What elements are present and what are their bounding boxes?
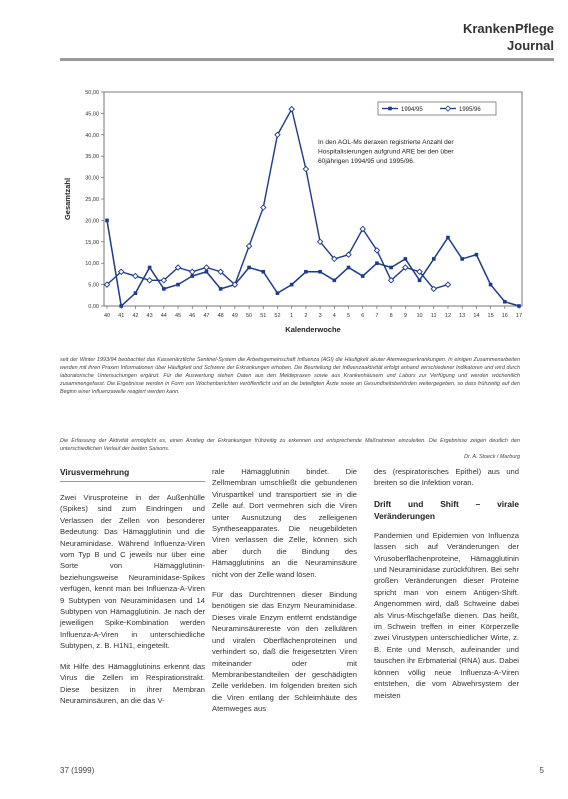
x-tick-label: 51 (260, 313, 267, 319)
x-tick-label: 7 (375, 313, 379, 319)
x-tick-label: 14 (473, 313, 480, 319)
journal-title: KrankenPflege (462, 21, 554, 36)
data-point (503, 300, 507, 304)
y-tick-label: 35,00 (85, 154, 99, 161)
series-line-1994-95 (107, 220, 519, 306)
x-tick-label: 46 (189, 313, 196, 319)
data-point (162, 287, 166, 291)
chart-annotation-line: 60jährigen 1994/95 und 1995/96. (318, 158, 415, 165)
y-tick-label: 20,00 (85, 218, 99, 225)
y-tick-label: 45,00 (85, 111, 99, 118)
chart-annotation-line: In den AOL-Ms deraxen registrierte Anzahl der (318, 139, 454, 146)
x-tick-label: 47 (203, 313, 210, 319)
data-point (119, 304, 123, 308)
data-point (147, 278, 152, 283)
y-tick-label: 40,00 (85, 132, 99, 139)
data-point (246, 243, 251, 248)
y-tick-label: 5,00 (88, 282, 99, 289)
legend-label: 1995/96 (459, 107, 481, 113)
x-tick-label: 48 (217, 313, 224, 319)
y-tick-label: 0,00 (88, 304, 99, 310)
data-point (275, 132, 280, 137)
chart-svg (60, 82, 530, 354)
body-paragraph: Für das Durchtrennen dieser Bindung benötigen sie das Enzym Neuraminidase. Dieses virale Enzym entfernt endständige Neuraminsäurereste von den zellulären und viralen Oberflächenproteinen und verhindert so, daß die freigesetzten Viren miteinander oder mit Membranbestandteilen der geschädigten Zelle verkleben. Im folgenden breiten sich die Viren entlang der Schleimhäute des Atemweges aus (212, 590, 357, 714)
data-point (276, 291, 280, 295)
data-point (133, 273, 138, 278)
section-heading-drift-shift: Drift und Shift – virale Veränderungen (374, 498, 519, 521)
body-paragraph: Mit Hilfe des Hämagglutinins erkennt das Virus die Zellen im Respirationstrakt. Diese besitzen in ihrer Membran Neuraminsäuren, an die das V- (60, 661, 205, 705)
data-point (204, 265, 209, 270)
x-tick-label: 17 (515, 313, 523, 319)
data-point (105, 219, 109, 223)
data-point (432, 257, 436, 261)
article-column-3 (374, 466, 519, 710)
x-tick-label: 49 (231, 313, 238, 319)
data-point (361, 274, 365, 278)
article-column-1 (60, 466, 205, 715)
x-tick-label: 50 (246, 313, 253, 319)
article-column-2 (212, 466, 357, 724)
y-tick-label: 30,00 (85, 175, 99, 182)
data-point (445, 282, 450, 287)
x-tick-label: 9 (403, 313, 407, 319)
chart-annotation-line: Hospitalisierungen aufgrund ARE bei den über (318, 148, 454, 156)
x-tick-label: 45 (174, 313, 182, 319)
y-tick-label: 50,00 (85, 90, 99, 96)
y-tick-label: 25,00 (85, 197, 99, 203)
caption-paragraph-1: seit der Winter 1993/94 beobachtet das Kassenärztliche Sentinel-System die Arbeitsgemeinschaft Influenza (AGI) die Häufigkeit akuter Atemwegserkrankungen. In einigen Zusammenarbeiten werden mit ihren Praxen Informationen über Häufigkeit und Schwere der Erkrankungen erhoben. Die Beurteilung der Influenzaaktivität erfolgt anhand verschiedener Indikatoren und wird durch laboratorische Untersuchungen ergänzt. Für die Auswertung stehen Daten aus den Meldepraxen sowie aus Krankenhäusern und Labors zur Verfügung und werden wöchentlich zusammengefasst. Die Ergebnisse werden in Form von Wochenberichten veröffentlicht und an die beteiligten Ärzte sowie an Gesundheitsbehörden weitergegeben, so dass frühzeitig auf den Beginn einer Influenzawelle reagiert werden kann. (60, 357, 520, 395)
x-tick-label: 8 (389, 313, 393, 319)
journal-subtitle: Journal (507, 38, 554, 53)
data-point (333, 279, 337, 283)
x-tick-label: 44 (160, 313, 167, 319)
data-point (460, 257, 464, 261)
x-tick-label: 15 (487, 313, 494, 319)
x-tick-label: 52 (274, 313, 281, 319)
y-axis-label: Gesamtzahl (63, 177, 72, 221)
legend-marker (388, 107, 392, 111)
data-point (517, 304, 521, 308)
data-point (318, 270, 322, 274)
data-point (475, 253, 479, 257)
body-paragraph: des (respiratorisches Epithel) aus und breiten so die Infektion voran. (374, 467, 519, 488)
x-tick-label: 2 (304, 313, 308, 319)
data-point (389, 266, 393, 270)
x-tick-label: 10 (416, 313, 423, 319)
data-point (418, 279, 422, 283)
x-tick-label: 43 (146, 313, 153, 319)
data-point (290, 283, 294, 287)
plot-area (104, 92, 522, 306)
data-point (347, 266, 351, 270)
x-tick-label: 12 (444, 313, 452, 319)
caption-signature: Dr. A. Stoeck / Marburg (464, 454, 520, 460)
masthead-rule (60, 58, 554, 61)
data-point (148, 266, 152, 270)
x-tick-label: 1 (290, 313, 294, 319)
chart-annotation (318, 139, 454, 165)
x-tick-label: 4 (332, 313, 336, 319)
data-point (404, 257, 408, 261)
data-point (219, 287, 223, 291)
caption-paragraph-2: Die Erfassung der Aktivität ermöglicht es, einen Anstieg der Erkrankungen frühzeitig zu erkennen und entsprechende Maßnahmen einzuleiten. Die Ergebnisse zeigen deutlich den unterschiedlichen Verlauf der beiden Saisons. (60, 438, 520, 452)
data-point (247, 266, 251, 270)
x-tick-label: 11 (430, 313, 437, 319)
chart (60, 82, 530, 354)
figure-caption (60, 356, 520, 396)
data-point (375, 261, 379, 265)
footer-page-number: 5 (539, 766, 544, 775)
footer-issue: 37 (1999) (60, 766, 95, 775)
x-tick-label: 13 (459, 313, 466, 319)
data-point (289, 107, 294, 112)
body-paragraph: Zwei Virusproteine in der Außenhülle (Spikes) sind zum Eindringen und Verlassen der Zellen von besonderer Bedeutung: Das Hämagglutinin und die Neuraminidase. Während Influenza-Viren vom Typ B und C jeweils nur über eine Sorte von Hämagglutinin- beziehungsweise Neuraminidase-Spikes verfügen, kennt man bei Influenza-A-Viren 9 Subtypen von Neuraminidasen und 14 Subtypen von Hämagglutinin. Je nach der jeweiligen Spike-Kombination werden Influenza-A-Viren in unterschiedliche Subtypen, z. B. H1N1, eingeteilt. (60, 493, 205, 651)
x-tick-label: 41 (118, 313, 125, 319)
x-tick-label: 5 (346, 313, 351, 319)
masthead (463, 20, 554, 54)
section-heading-virusvermehrung: Virusvermehrung (60, 466, 205, 482)
data-point (489, 283, 493, 287)
legend-label: 1994/95 (401, 107, 423, 113)
body-paragraph: Pandemien und Epidemien von Influenza lassen sich auf Veränderungen der Virusoberflächenproteine, Hämagglutinin und Neuraminidase zurückführen. Bei sehr großen Veränderungen dieser Proteine spricht man von einem Antigen-Shift. Angenommen wird, daß Schweine dabei als Virus-Mischgefäße dienen. Das heißt, im Schwein treffen in einer Körperzelle zwei Virustypen unterschiedlicher Wirte, z. B. Ente und Mensch, aufeinander und tauschen ihr Erbmaterial (RNA) aus. Dabei können völlig neue Influenza-A-Viren entstehen, die vom Abwehrsystem der meisten (374, 530, 519, 700)
figure-caption-2 (60, 437, 520, 461)
data-point (304, 270, 308, 274)
data-point (261, 205, 266, 210)
x-tick-label: 6 (361, 313, 365, 319)
x-tick-label: 40 (103, 313, 111, 319)
x-tick-label: 3 (318, 313, 322, 319)
data-point (346, 252, 351, 257)
body-paragraph: rale Hämagglutinin bindet. Die Zellmembran umschließt die gebundenen Viruspartikel und transportiert sie in die Zelle auf. Dort vermehren sich die Viren unter Ausnutzung des zelleigenen Syntheseapparates. Die neugebildeten Viren verlassen die Zelle, können sich aber durch die Bindung des Hämagglutinins an die Neuraminsäure nicht von der Zelle wand lösen. (212, 467, 357, 579)
x-tick-label: 42 (132, 313, 139, 319)
x-tick-label: 16 (501, 313, 508, 319)
y-tick-label: 15,00 (85, 239, 99, 246)
x-axis-label: Kalenderwoche (285, 325, 341, 334)
y-tick-label: 10,00 (85, 261, 99, 268)
data-point (303, 166, 308, 171)
data-point (446, 236, 450, 240)
data-point (134, 291, 138, 295)
data-point (190, 269, 195, 274)
data-point (261, 270, 265, 274)
data-point (176, 283, 180, 287)
